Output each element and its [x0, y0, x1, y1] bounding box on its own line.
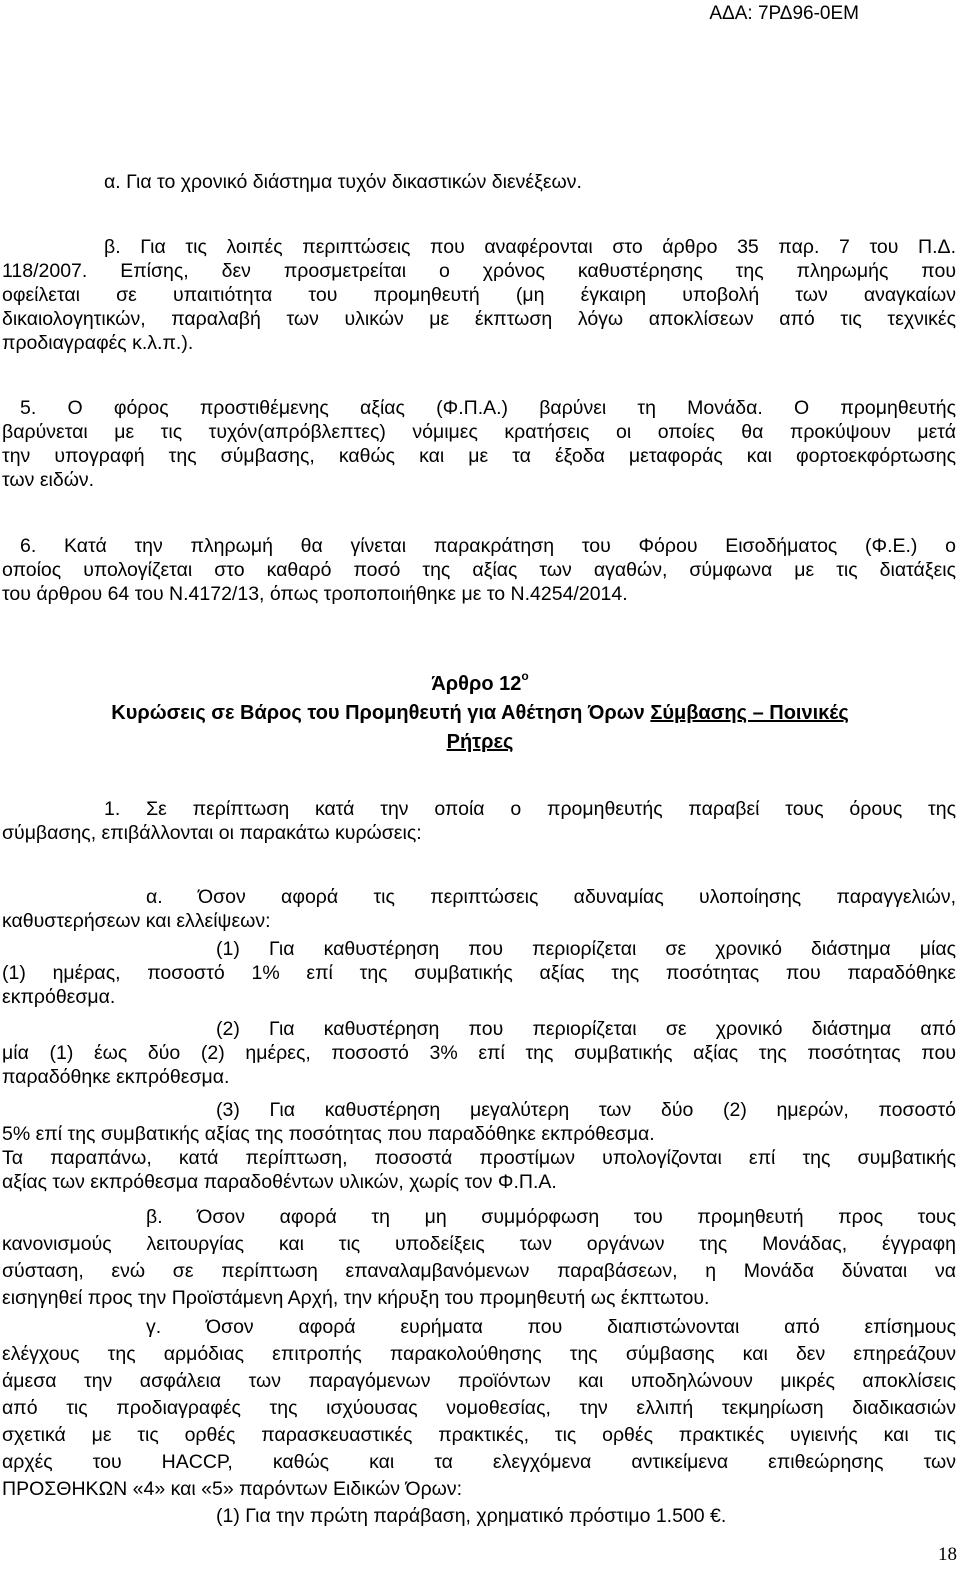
clause-a-item-1-line-1: (1) Για καθυστέρηση που περιορίζεται σε χρονικό διάστημα μίας: [216, 938, 956, 960]
article-title: [0, 701, 960, 725]
article-title-part: Κυρώσεις σε Βάρος του Προμηθευτή για Αθέτηση Όρων: [111, 702, 651, 724]
clause-g-line-4: από τις προδιαγραφές της ισχύουσας νομοθεσίας, την ελλιπή τεκμηρίωση διαδικασιών: [2, 1397, 956, 1419]
article-title-underlined: Σύμβασης – Ποινικές: [650, 702, 849, 724]
clause-g-line-2: ελέγχους της αρμόδιας επιτροπής παρακολούθησης της σύμβασης και δεν επηρεάζουν: [2, 1343, 956, 1365]
clause-a-item-3-line-1: (3) Για καθυστέρηση μεγαλύτερη των δύο (2) ημερών, ποσοστό: [216, 1099, 956, 1121]
clause-a-item-2-line-2: μία (1) έως δύο (2) ημέρες, ποσοστό 3% επί της συμβατικής αξίας της ποσότητας που: [2, 1042, 956, 1064]
clause-a-item-2-line-3: παραδόθηκε εκπρόθεσμα.: [2, 1066, 230, 1088]
article-number: Άρθρο $12^o$: [431, 669, 529, 695]
paragraph-5-line-3: την υπογραφή της σύμβασης, καθώς και με τα έξοδα μεταφοράς και φορτοεκφόρτωσης: [2, 445, 956, 467]
item-beta-line-1: β. Για τις λοιπές περιπτώσεις που αναφέρονται στο άρθρο 35 παρ. 7 του Π.Δ.: [104, 236, 956, 258]
clause-g-line-5: σχετικά με τις ορθές παρασκευαστικές πρακτικές, τις ορθές πρακτικές υγιεινής και τις: [2, 1424, 956, 1446]
ada-code: ΑΔΑ: 7ΡΔ96-0ΕΜ: [709, 3, 859, 24]
clause-g-item-1: (1) Για την πρώτη παράβαση, χρηματικό πρόστιμο 1.500 €.: [216, 1505, 727, 1527]
article-title-continued: Ρήτρες: [446, 731, 514, 753]
clause-b-line-2: κανονισμούς λειτουργίας και τις υποδείξεις των οργάνων της Μονάδας, έγγραφη: [2, 1233, 956, 1255]
paragraph-5-line-4: των ειδών.: [2, 469, 95, 491]
paragraph-5-line-2: βαρύνεται με τις τυχόν(απρόβλεπτες) νόμιμες κρατήσεις οι οποίες θα προκύψουν μετά: [2, 421, 956, 443]
clause-g-line-3: άμεσα την ασφάλεια των παραγόμενων προϊόντων και υποδηλώνουν μικρές αποκλίσεις: [2, 1370, 956, 1392]
item-alpha: α. Για το χρονικό διάστημα τυχόν δικαστικών διενέξεων.: [104, 171, 582, 193]
clause-g-line-1: γ. Όσον αφορά ευρήματα που διαπιστώνονται από επίσημους: [146, 1316, 956, 1338]
clause-g-line-7: ΠΡΟΣΘΗΚΩΝ «4» και «5» παρόντων Ειδικών Όρων:: [2, 1478, 463, 1500]
clause-a-item-3-line-2: 5% επί της συμβατικής αξίας της ποσότητας που παραδόθηκε εκπρόθεσμα.: [2, 1123, 655, 1145]
paragraph-6-line-3: του άρθρου 64 του Ν.4172/13, όπως τροποποιήθηκε με το Ν.4254/2014.: [2, 583, 628, 605]
clause-1-line-1: 1. Σε περίπτωση κατά την οποία ο προμηθευτής παραβεί τους όρους της: [104, 798, 956, 820]
clause-b-line-4: εισηγηθεί προς την Προϊστάμενη Αρχή, την κήρυξη του προμηθευτή ως έκπτωτου.: [2, 1287, 710, 1309]
item-beta-line-3: οφείλεται σε υπαιτιότητα του προμηθευτή (μη έγκαιρη υποβολή των αναγκαίων: [2, 284, 956, 306]
clause-b-line-1: β. Όσον αφορά τη μη συμμόρφωση του προμηθευτή προς τους: [146, 1206, 956, 1228]
item-beta-line-5: προδιαγραφές κ.λ.π.).: [2, 332, 194, 354]
article-superscript: ο: [521, 669, 529, 683]
clause-a-item-1-line-2: (1) ημέρας, ποσοστό 1% επί της συμβατικής αξίας της ποσότητας που παραδόθηκε: [2, 962, 956, 984]
clause-b-line-3: σύσταση, ενώ σε περίπτωση επαναλαμβανόμενων παραβάσεων, η Μονάδα δύναται να: [2, 1260, 956, 1282]
page-number: 18: [938, 1544, 957, 1565]
paragraph-6-line-1: 6. Κατά την πληρωμή θα γίνεται παρακράτηση του Φόρου Εισοδήματος (Φ.Ε.) ο: [20, 535, 956, 557]
clause-1-line-2: σύμβασης, επιβάλλονται οι παρακάτω κυρώσεις:: [2, 822, 422, 844]
clause-a-item-1-line-3: εκπρόθεσμα.: [2, 986, 116, 1008]
paragraph-6-line-2: οποίος υπολογίζεται στο καθαρό ποσό της αξίας των αγαθών, σύμφωνα με τις διατάξεις: [2, 559, 956, 581]
clause-a-item-2-line-1: (2) Για καθυστέρηση που περιορίζεται σε χρονικό διάστημα από: [216, 1018, 956, 1040]
clause-a-total-line-1: Τα παραπάνω, κατά περίπτωση, ποσοστά προστίμων υπολογίζονται επί της συμβατικής: [2, 1147, 956, 1169]
item-beta-line-2: 118/2007. Επίσης, δεν προσμετρείται ο χρόνος καθυστέρησης της πληρωμής που: [2, 260, 956, 282]
paragraph-5-line-1: 5. Ο φόρος προστιθέμενης αξίας (Φ.Π.Α.) βαρύνει τη Μονάδα. Ο προμηθευτής: [20, 397, 956, 419]
clause-a-total-line-2: αξίας των εκπρόθεσμα παραδοθέντων υλικών, χωρίς τον Φ.Π.Α.: [2, 1171, 557, 1193]
clause-a-line-2: καθυστερήσεων και ελλείψεων:: [2, 910, 271, 932]
item-beta-line-4: δικαιολογητικών, παραλαβή των υλικών με έκπτωση λόγω αποκλίσεων από τις τεχνικές: [2, 308, 956, 330]
clause-g-line-6: αρχές του HACCP, καθώς και τα ελεγχόμενα αντικείμενα επιθεώρησης των: [2, 1451, 956, 1473]
clause-a-line-1: α. Όσον αφορά τις περιπτώσεις αδυναμίας υλοποίησης παραγγελιών,: [146, 886, 956, 908]
